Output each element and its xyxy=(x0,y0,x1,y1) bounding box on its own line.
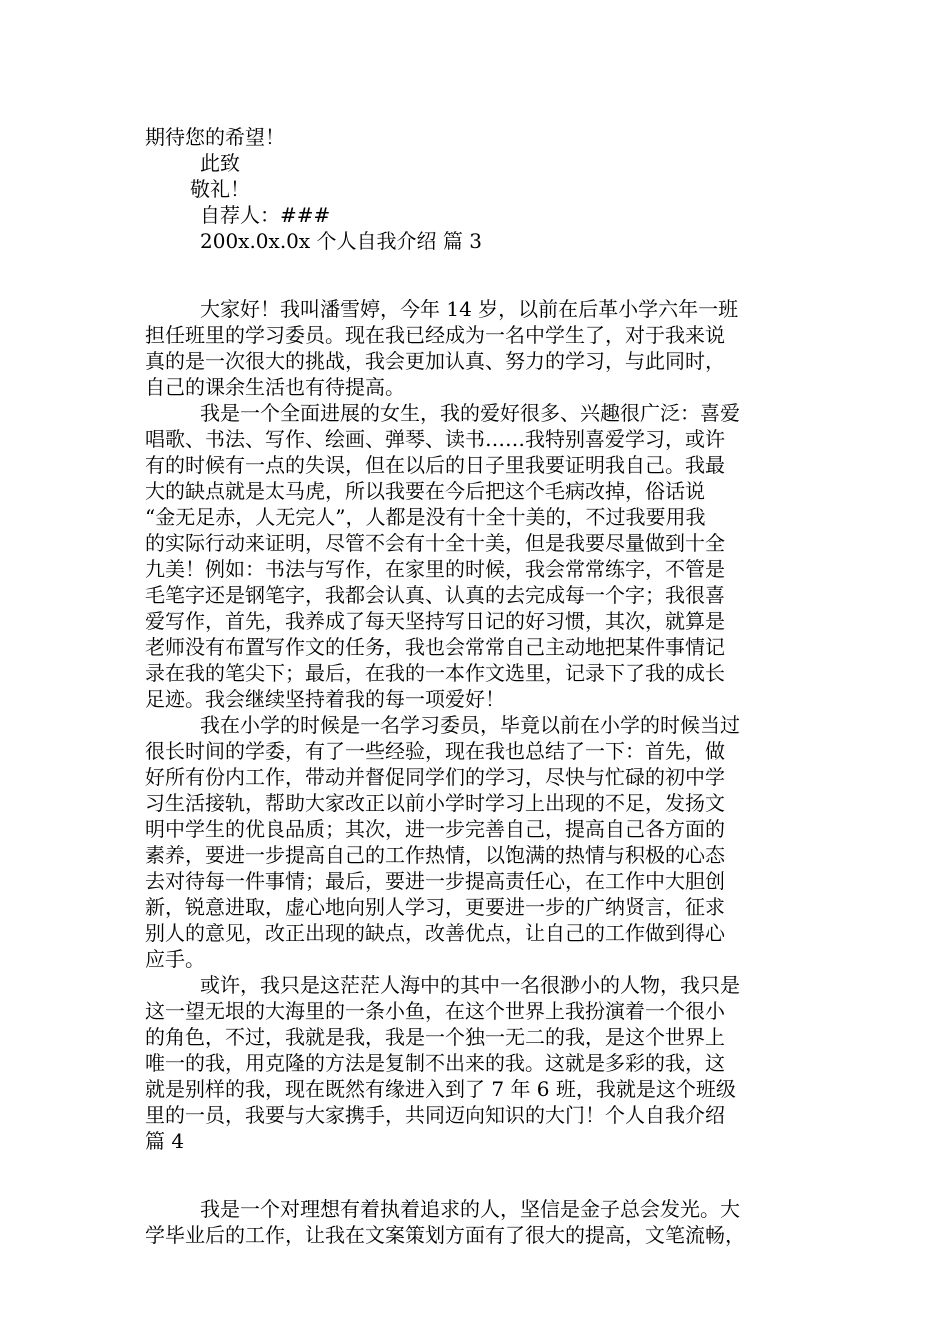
paragraph-3-line: 很长时间的学委，有了一些经验，现在我也总结了一下：首先，做 xyxy=(145,739,725,763)
paragraph-3-line: 我在小学的时候是一名学习委员，毕竟以前在小学的时候当过 xyxy=(200,713,740,737)
paragraph-1-line: 担任班里的学习委员。现在我已经成为一名中学生了，对于我来说 xyxy=(145,323,725,347)
paragraph-2-line: 的实际行动来证明，尽管不会有十全十美，但是我要尽量做到十全 xyxy=(145,531,725,555)
paragraph-2-line: 大的缺点就是太马虎，所以我要在今后把这个毛病改掉，俗话说 xyxy=(145,479,705,503)
paragraph-2-line: 九美！例如：书法与写作，在家里的时候，我会常常练字，不管是 xyxy=(145,557,725,581)
paragraph-3-line: 好所有份内工作，带动并督促同学们的学习，尽快与忙碌的初中学 xyxy=(145,765,725,789)
closing-line-signer: 自荐人：### xyxy=(200,203,331,227)
paragraph-2-line: 足迹。我会继续坚持着我的每一项爱好！ xyxy=(145,687,505,711)
paragraph-4-line: 这一望无垠的大海里的一条小鱼，在这个世界上我扮演着一个很小 xyxy=(145,999,725,1023)
paragraph-4-line: 或许，我只是这茫茫人海中的其中一名很渺小的人物，我只是 xyxy=(200,973,740,997)
section-heading-4: 篇 4 xyxy=(145,1129,185,1153)
paragraph-3-line: 应手。 xyxy=(145,947,205,971)
paragraph-2-line: 有的时候有一点的失误，但在以后的日子里我要证明我自己。我最 xyxy=(145,453,725,477)
paragraph-5-line: 我是一个对理想有着执着追求的人，坚信是金子总会发光。大 xyxy=(200,1197,740,1221)
paragraph-3-line: 素养，要进一步提高自己的工作热情，以饱满的热情与积极的心态 xyxy=(145,843,725,867)
closing-line-regards: 敬礼！ xyxy=(190,177,250,201)
paragraph-4-line: 唯一的我，用克隆的方法是复制不出来的我。这就是多彩的我，这 xyxy=(145,1051,725,1075)
paragraph-2-line: 我是一个全面进展的女生，我的爱好很多、兴趣很广泛：喜爱 xyxy=(200,401,740,425)
paragraph-1-line: 真的是一次很大的挑战，我会更加认真、努力的学习，与此同时， xyxy=(145,349,725,373)
paragraph-2-line: 爱写作，首先，我养成了每天坚持写日记的好习惯，其次，就算是 xyxy=(145,609,725,633)
paragraph-3-line: 新，锐意进取，虚心地向别人学习，更要进一步的广纳贤言，征求 xyxy=(145,895,725,919)
paragraph-4-line: 就是别样的我，现在既然有缘进入到了 7 年 6 班，我就是这个班级 xyxy=(145,1077,736,1101)
paragraph-2-line: 老师没有布置写作文的任务，我也会常常自己主动地把某件事情记 xyxy=(145,635,725,659)
paragraph-3-line: 别人的意见，改正出现的缺点，改善优点，让自己的工作做到得心 xyxy=(145,921,725,945)
paragraph-2-line: 唱歌、书法、写作、绘画、弹琴、读书……我特别喜爱学习，或许 xyxy=(145,427,725,451)
closing-line-date-heading: 200x.0x.0x 个人自我介绍 篇 3 xyxy=(200,229,482,253)
paragraph-4-line: 里的一员，我要与大家携手，共同迈向知识的大门！个人自我介绍 xyxy=(145,1103,725,1127)
paragraph-2-line: 毛笔字还是钢笔字，我都会认真、认真的去完成每一个字；我很喜 xyxy=(145,583,725,607)
paragraph-1-line: 大家好！我叫潘雪婷，今年 14 岁，以前在后革小学六年一班 xyxy=(200,297,739,321)
paragraph-2-line: “金无足赤，人无完人”，人都是没有十全十美的，不过我要用我 xyxy=(145,505,706,529)
paragraph-3-line: 习生活接轨，帮助大家改正以前小学时学习上出现的不足，发扬文 xyxy=(145,791,725,815)
paragraph-5-line: 学毕业后的工作，让我在文案策划方面有了很大的提高，文笔流畅， xyxy=(145,1223,745,1247)
paragraph-1-line: 自己的课余生活也有待提高。 xyxy=(145,375,405,399)
paragraph-3-line: 明中学生的优良品质；其次，进一步完善自己，提高自己各方面的 xyxy=(145,817,725,841)
paragraph-4-line: 的角色，不过，我就是我，我是一个独一无二的我，是这个世界上 xyxy=(145,1025,725,1049)
closing-line-salutation: 此致 xyxy=(200,151,240,175)
closing-line-hope: 期待您的希望！ xyxy=(145,125,285,149)
paragraph-3-line: 去对待每一件事情；最后，要进一步提高责任心，在工作中大胆创 xyxy=(145,869,725,893)
paragraph-2-line: 录在我的笔尖下；最后，在我的一本作文选里，记录下了我的成长 xyxy=(145,661,725,685)
